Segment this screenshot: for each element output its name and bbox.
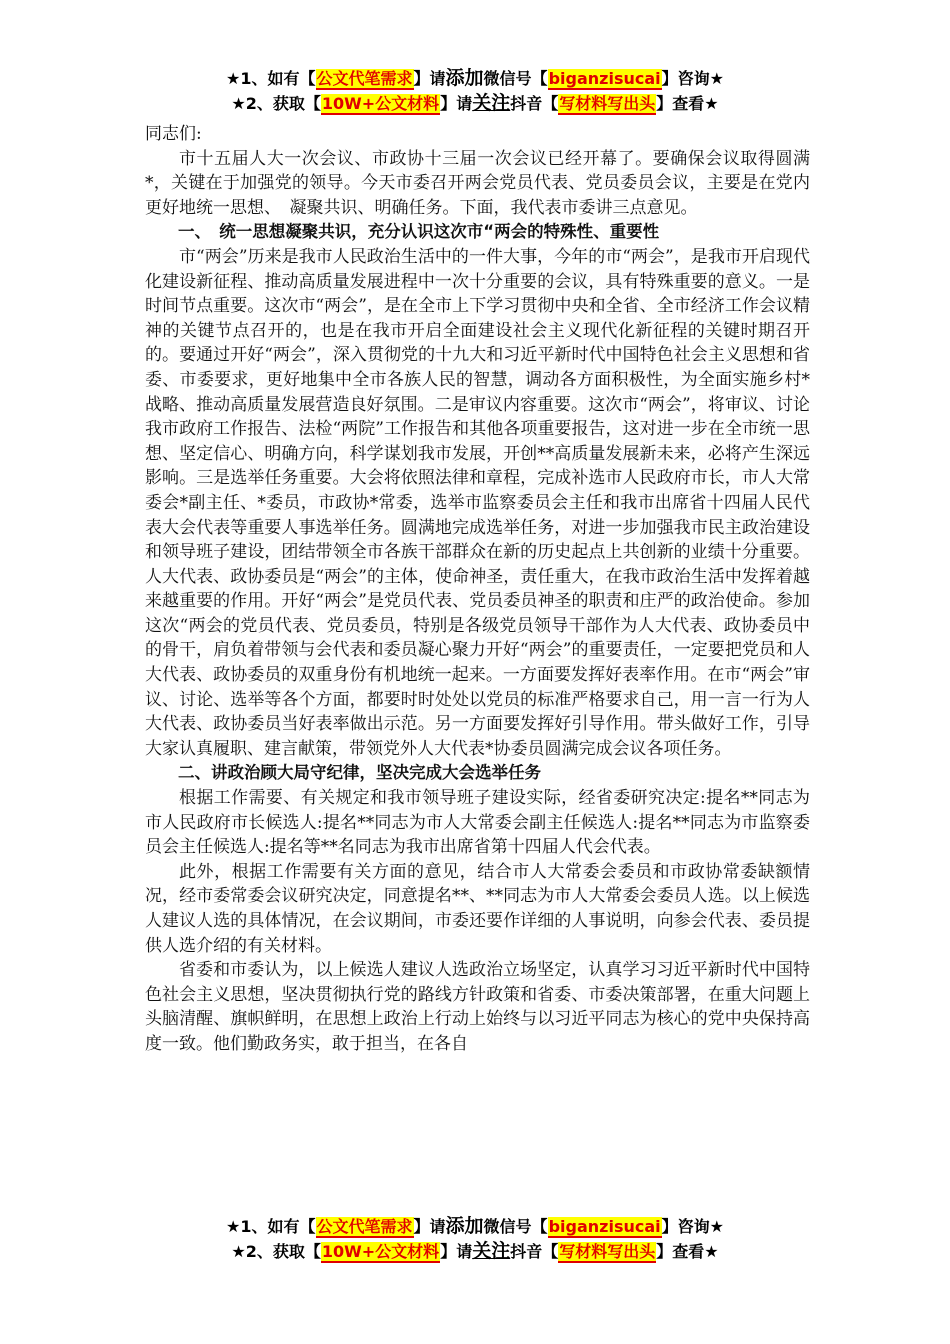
intro-paragraph: 市十五届人大一次会议、市政协十三届一次会议已经开幕了。要确保会议取得圆满*，关键在于加强党的领导。今天市委召开两会党员代表、党员委员会议，主要是在党内更好地统一思想、 凝聚共识、明确任务。下面，我代表市委讲三点意见。 bbox=[145, 148, 810, 218]
promo-text: 】请 bbox=[440, 94, 473, 113]
promo-line-1 bbox=[0, 1214, 950, 1239]
promo-text: 】查看★ bbox=[656, 94, 719, 113]
section-2-paragraph-1: 根据工作需要、有关规定和我市领导班子建设实际，经省委研究决定:提名**同志为市人民政府市长候选人:提名**同志为市人大常委会副主任候选人:提名**同志为市监察委员会主任候选人:提名等**名同志为我市出席省第十四届人代会代表。 bbox=[145, 788, 810, 858]
promo-text: ★2、获取【 bbox=[231, 1242, 321, 1261]
section-2-paragraph-2: 此外，根据工作需要有关方面的意见，结合市人大常委会委员和市政协常委缺额情况，经市委常委会议研究决定，同意提名**、**同志为市人大常委会委员人选。以上候选人建议人选的具体情况，在会议期间，市委还要作详细的人事说明，向参会代表、委员提供人选介绍的有关材料。 bbox=[145, 861, 810, 956]
highlight-douyin-account: 写材料写出头 bbox=[559, 1242, 656, 1261]
promo-banner-top bbox=[0, 66, 950, 116]
promo-text: 抖音【 bbox=[510, 1242, 559, 1261]
promo-line-1 bbox=[0, 66, 950, 91]
promo-text: 】请 bbox=[413, 69, 446, 88]
salutation: 同志们: bbox=[145, 124, 202, 144]
highlight-service: 公文代笔需求 bbox=[316, 69, 413, 88]
promo-text: ★1、如有【 bbox=[226, 69, 316, 88]
promo-emphasis: 关注 bbox=[472, 1240, 511, 1262]
highlight-service: 公文代笔需求 bbox=[316, 1217, 413, 1236]
promo-text: 】查看★ bbox=[656, 1242, 719, 1261]
section-heading-1: 一、 统一思想凝聚共识，充分认识这次市“两会的特殊性、重要性 bbox=[178, 222, 660, 242]
promo-text: ★2、获取【 bbox=[231, 94, 321, 113]
promo-emphasis: 添加 bbox=[445, 1215, 484, 1237]
section-1-paragraph: 市“两会”历来是我市人民政治生活中的一件大事，今年的市“两会”，是我市开启现代化建设新征程、推动高质量发展进程中一次十分重要的会议，具有特殊重要的意义。一是时间节点重要。这次市“两会”，是在全市上下学习贯彻中央和全省、全市经济工作会议精神的关键节点召开的，也是在我市开启全面建设社会主义现代化新征程的关键时期召开的。要通过开好“两会”，深入贯彻党的十九大和习近平新时代中国特色社会主义思想和省委、市委要求，更好地集中全市各族人民的智慧，调动各方面积极性，为全面实施乡村*战略、推动高质量发展营造良好氛围。二是审议内容重要。这次市“两会”，将审议、讨论我市政府工作报告、法检“两院”工作报告和其他各项重要报告，这对进一步在全市统一思想、坚定信心、明确方向，科学谋划我市发展，开创**高质量发展新未来，必将产生深远影响。三是选举任务重要。大会将依照法律和章程，完成补选市人民政府市长，市人大常委会*副主任、*委员，市政协*常委，选举市监察委员会主任和我市出席省十四届人民代表大会代表等重要人事选举任务。圆满地完成选举任务，对进一步加强我市民主政治建设和领导班子建设，团结带领全市各族干部群众在新的历史起点上共创新的业绩十分重要。人大代表、政协委员是“两会”的主体，使命神圣，责任重大，在我市政治生活中发挥着越来越重要的作用。开好“两会”是党员代表、党员委员神圣的职责和庄严的政治使命。参加这次“两会的党员代表、党员委员，特别是各级党员领导干部作为人大代表、政协委员中的骨干，肩负着带领与会代表和委员凝心聚力开好“两会”的重要责任，一定要把党员和人大代表、政协委员的双重身份有机地统一起来。一方面要发挥好表率作用。在市“两会”审议、讨论、选举等各个方面，都要时时处处以党员的标准严格要求自己，用一言一行为人大代表、政协委员当好表率做出示范。另一方面要发挥好引导作用。带头做好工作，引导大家认真履职、建言献策，带领党外人大代表*协委员圆满完成会议各项任务。 bbox=[145, 246, 810, 759]
promo-text: 抖音【 bbox=[510, 94, 559, 113]
promo-line-2 bbox=[0, 1239, 950, 1264]
highlight-materials: 10W+公文材料 bbox=[321, 1242, 440, 1261]
promo-text: 】咨询★ bbox=[661, 69, 724, 88]
document-body bbox=[145, 122, 810, 1057]
promo-text: 】请 bbox=[413, 1217, 446, 1236]
section-2-paragraph-3: 省委和市委认为，以上候选人建议人选政治立场坚定，认真学习习近平新时代中国特色社会主义思想，坚决贯彻执行党的路线方针政策和省委、市委决策部署，在重大问题上头脑清醒、旗帜鲜明，在思想上政治上行动上始终与以习近平同志为核心的党中央保持高度一致。他们勤政务实，敢于担当，在各自 bbox=[145, 960, 810, 1054]
promo-text: 】请 bbox=[440, 1242, 473, 1261]
highlight-wechat-id: biganzisucai bbox=[548, 69, 661, 88]
promo-text: 】咨询★ bbox=[661, 1217, 724, 1236]
promo-text: 微信号【 bbox=[483, 69, 548, 88]
highlight-wechat-id: biganzisucai bbox=[548, 1217, 661, 1236]
promo-emphasis: 添加 bbox=[445, 67, 484, 89]
highlight-douyin-account: 写材料写出头 bbox=[559, 94, 656, 113]
section-heading-2: 二、讲政治顾大局守纪律，坚决完成大会选举任务 bbox=[178, 763, 541, 783]
highlight-materials: 10W+公文材料 bbox=[321, 94, 440, 113]
promo-text: 微信号【 bbox=[483, 1217, 548, 1236]
promo-emphasis: 关注 bbox=[472, 92, 511, 114]
promo-text: ★1、如有【 bbox=[226, 1217, 316, 1236]
promo-banner-bottom bbox=[0, 1214, 950, 1264]
promo-line-2 bbox=[0, 91, 950, 116]
